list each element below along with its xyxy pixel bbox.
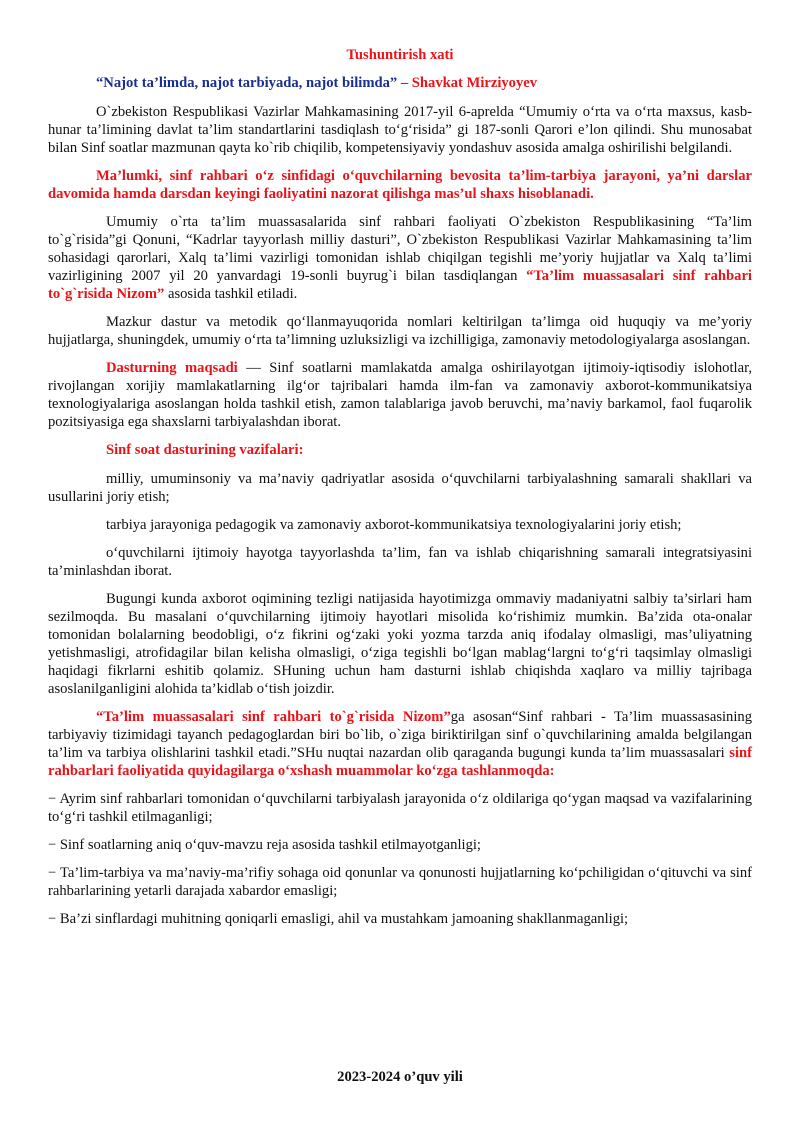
problem-item: − Sinf soatlarning aniq o‘quv-mavzu reja asosida tashkil etilmayotganligi; xyxy=(48,837,481,853)
task-item: tarbiya jarayoniga pedagogik va zamonaviy axborot-kommunikatsiya texnologiyalarini joriy etish; xyxy=(106,517,682,533)
problem-item: − Ta’lim-tarbiya va ma’naviy-ma’rifiy sohaga oid qonunlar va qonunosti hujjatlarning ko‘pchiligidan o‘qituvchi va sinf rahbarlarining yetarli darajada xabardor emasligi; xyxy=(48,865,752,899)
paragraph-methodology: Mazkur dastur va metodik qo‘llanmayuqorida nomlari keltirilgan ta’limga oid huquqiy va me’yoriy hujjatlarga, shuningdek, umumiy o‘rta ta’limning uzluksizligi va izchilligiga, zamonaviy metodologiyalarga asoslangan. xyxy=(48,314,752,348)
epigraph-quote: “Najot ta’limda, najot tarbiyada, najot bilimda” xyxy=(96,75,398,91)
task-item: o‘quvchilarni ijtimoiy hayotga tayyorlashda ta’lim, fan va ishlab chiqarishning samarali integratsiyasini ta’minlashdan iborat. xyxy=(48,545,752,579)
legal-basis-highlight: “Ta’lim muassasalari sinf rahbari to`g`risida Nizom” xyxy=(48,268,752,302)
epigraph-author: Shavkat Mirziyoyev xyxy=(411,75,538,91)
program-goal-label: Dasturning maqsadi xyxy=(106,360,238,376)
problem-item: − Ayrim sinf rahbarlari tomonidan o‘quvchilarni tarbiyalash jarayonida o‘z oldilariga qo‘ygan maqsad va vazifalarining to‘g‘ri tashkil etilmaganligi; xyxy=(48,791,752,825)
task-item: milliy, umuminsoniy va ma’naviy qadriyatlar asosida o‘quvchilarni tarbiyalashning samarali shakllari va usullarini joriy etish; xyxy=(48,471,752,505)
regulation-highlight: “Ta’lim muassasalari sinf rahbari to`g`risida Nizom” xyxy=(96,709,451,725)
legal-basis-tail: asosida tashkil etiladi. xyxy=(164,286,298,302)
paragraph-program-goal xyxy=(48,359,752,431)
epigraph-dash: – xyxy=(397,75,412,91)
tasks-heading: Sinf soat dasturining vazifalari: xyxy=(106,442,304,458)
legal-basis-text: Umumiy o`rta ta’lim muassasalarida sinf rahbari faoliyati O`zbekiston Respublikasining “Ta’lim to`g`risida”gi Qonuni, “Kadrlar tayyorlash milliy dasturi”, O`zbekiston Respublikasi Vazirlar Mahkamasining ta’lim sohasidagi qarorlari, Xalq ta’limi vazirligi tomonidan ishlab chiqilgan tegishli me’yoriy hujjatlar va Xalq ta’limi vazirligining 2007 yil 20 yanvardagi 19-sonli buyrug`i bilan tasdiqlangan xyxy=(48,214,752,284)
document-title: Tushuntirish xati xyxy=(346,47,454,63)
paragraph-class-teacher-role: Ma’lumki, sinf rahbari o‘z sinfidagi o‘quvchilarning bevosita ta’lim-tarbiya jarayoni, ya’ni darslar davomida hamda darsdan keyingi faoliyatini nazorat qilishga mas’ul shaxs hisoblanadi. xyxy=(48,168,752,202)
paragraph-mass-culture: Bugungi kunda axborot oqimining tezligi natijasida hayotimizga ommaviy madaniyatni salbiy ta’sirlari ham sezilmoqda. Bu masalani o‘quvchilarning ijtimoiy hayotlari misolida ko‘rishimiz mumkin. Ba’zida ota-onalar tomonidan bolalarning beodobligi, o‘z fikrini og‘zaki yoki yozma tarzda aniq ifodalay olmasligi, mas’uliyatning yetishmasligi, atrofidagilar bilan kelisha olmasligi, o‘ziga tegishli bo‘lgan mablag‘largni to‘g‘ri taqsimlay olmasligi haqidagi fikrlarni eshitib qolamiz. SHuning uchun ham dasturni ishlab chiqishda xaqlaro va milliy tajribaga asoslanilganligini alohida ta’kidlab o‘tish joizdir. xyxy=(48,591,752,697)
regulation-problems-highlight: sinf rahbarlari faoliyatida quyidagilarga o‘xshash muammolar ko‘zga tashlanmoqda: xyxy=(48,745,752,779)
paragraph-regulation xyxy=(48,708,752,780)
academic-year-footer: 2023-2024 o’quv yili xyxy=(337,1069,463,1085)
epigraph xyxy=(48,74,752,92)
paragraph-legal-basis xyxy=(48,213,752,303)
program-goal-text: — Sinf soatlarni mamlakatda amalga oshirilayotgan ijtimoiy-iqtisodiy islohotlar, rivojlangan xorijiy mamlakatlarning ilg‘or tajribalari hamda ilm-fan va zamonaviy axborot-kommunikatsiya texnologiyalariga asoslangan holda tashkil etish, zamon talablariga javob beruvchi, ma’naviy barkamol, faol fuqarolik pozitsiyasiga ega shaxslarni tarbiyalashdan iborat. xyxy=(48,360,752,430)
paragraph-intro: O`zbekiston Respublikasi Vazirlar Mahkamasining 2017-yil 6-aprelda “Umumiy o‘rta va o‘rta maxsus, kasb-hunar ta’limining davlat ta’lim standartlarini tasdiqlash to‘g‘risida” gi 187-sonli Qarori e’lon qilindi. Shu munosabat bilan Sinf soatlar mazmunan qayta ko`rib chiqilib, kompetensiyaviy yondashuv asosida amalga oshirilishi belgilandi. xyxy=(48,104,752,156)
regulation-text: ga asosan“Sinf rahbari - Ta’lim muassasasining tarbiyaviy tizimidagi tayanch pedagoglardan biri bo`lib, o`ziga biriktirilgan sinf o`quvchilarining amalda belgilangan ta’lim va tarbiya olishlarini tashkil etadi.”SHu nuqtai nazardan olib qaraganda bugungi kunda ta’lim muassasalari xyxy=(48,709,752,761)
problem-item: − Ba’zi sinflardagi muhitning qoniqarli emasligi, ahil va mustahkam jamoaning shakllanmaganligi; xyxy=(48,911,629,927)
